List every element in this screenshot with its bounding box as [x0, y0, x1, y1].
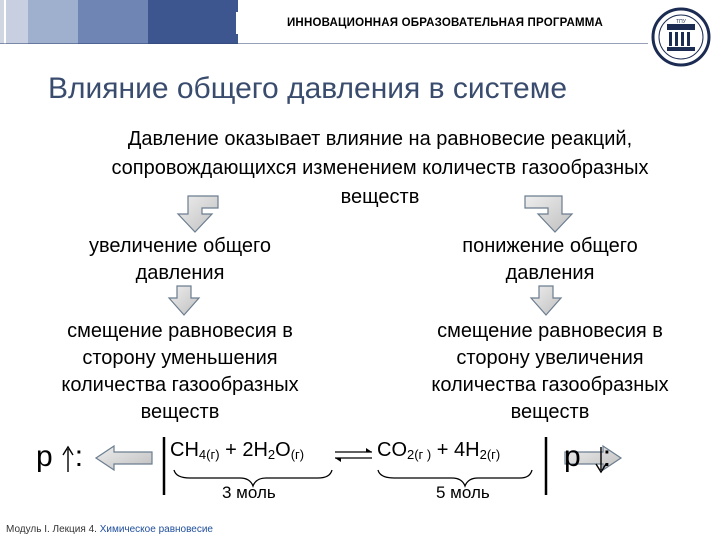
- program-title: ИННОВАЦИОННАЯ ОБРАЗОВАТЕЛЬНАЯ ПРОГРАММА: [286, 17, 604, 29]
- intro-line: веществ: [340, 186, 420, 208]
- footer-lecture: Химическое равновесие: [99, 524, 213, 535]
- slide-title: Влияние общего давления в системе: [48, 72, 568, 105]
- left-moles: 3 моль: [222, 483, 276, 502]
- plus-4h2: + 4H: [431, 439, 480, 461]
- right-effect-line: количества газообразных: [431, 374, 669, 396]
- left-cause: [30, 233, 330, 287]
- bent-arrow-right: [525, 196, 572, 232]
- right-effect: [382, 318, 718, 426]
- intro-line: сопровождающихся изменением количеств газообразных: [111, 157, 649, 179]
- footer: [6, 524, 213, 535]
- right-effect-line: смещение равновесия в: [437, 320, 663, 342]
- right-effect-line: сторону увеличения: [456, 347, 644, 369]
- h2o-o: O: [275, 439, 291, 461]
- colon: :: [602, 440, 612, 473]
- left-block-arrow: [96, 446, 152, 470]
- left-effect-line: веществ: [140, 401, 220, 423]
- down-arrow-right: [531, 286, 561, 315]
- footer-module: Модуль I. Лекция 4.: [6, 524, 97, 535]
- left-effect-line: смещение равновесия в: [67, 320, 293, 342]
- right-moles: 5 моль: [436, 483, 490, 502]
- left-cause-line: увеличение общего: [88, 235, 272, 257]
- ch4: CH: [170, 439, 199, 461]
- p-symbol: p: [36, 440, 53, 473]
- h2o-subscript: 2: [267, 447, 276, 462]
- right-cause: [400, 233, 700, 287]
- ch4-subscript: 4(г): [198, 447, 220, 462]
- plus-2h2o: + 2H: [219, 439, 268, 461]
- right-cause-line: давления: [505, 262, 595, 284]
- left-effect-line: количества газообразных: [61, 374, 299, 396]
- right-effect-line: веществ: [510, 401, 590, 423]
- co2: CO: [377, 439, 407, 461]
- left-cause-line: давления: [135, 262, 225, 284]
- pressure-decrease-symbol: [564, 440, 611, 474]
- p-symbol: p: [564, 440, 581, 473]
- products: [377, 439, 500, 462]
- co2-subscript: 2(г ): [407, 447, 432, 462]
- left-effect: [20, 318, 340, 426]
- h2-subscript: 2(г): [479, 447, 501, 462]
- h2o-phase: (г): [290, 447, 305, 462]
- bent-arrow-left: [178, 196, 218, 232]
- reactants: [170, 439, 304, 462]
- pressure-increase-symbol: [36, 440, 83, 474]
- down-arrow-left: [169, 286, 199, 315]
- svg-text:ТПУ: ТПУ: [676, 19, 686, 25]
- colon: :: [74, 440, 84, 473]
- left-effect-line: сторону уменьшения: [82, 347, 278, 369]
- right-cause-line: понижение общего: [462, 235, 638, 257]
- intro-line: Давление оказывает влияние на равновесие реакций,: [127, 128, 633, 150]
